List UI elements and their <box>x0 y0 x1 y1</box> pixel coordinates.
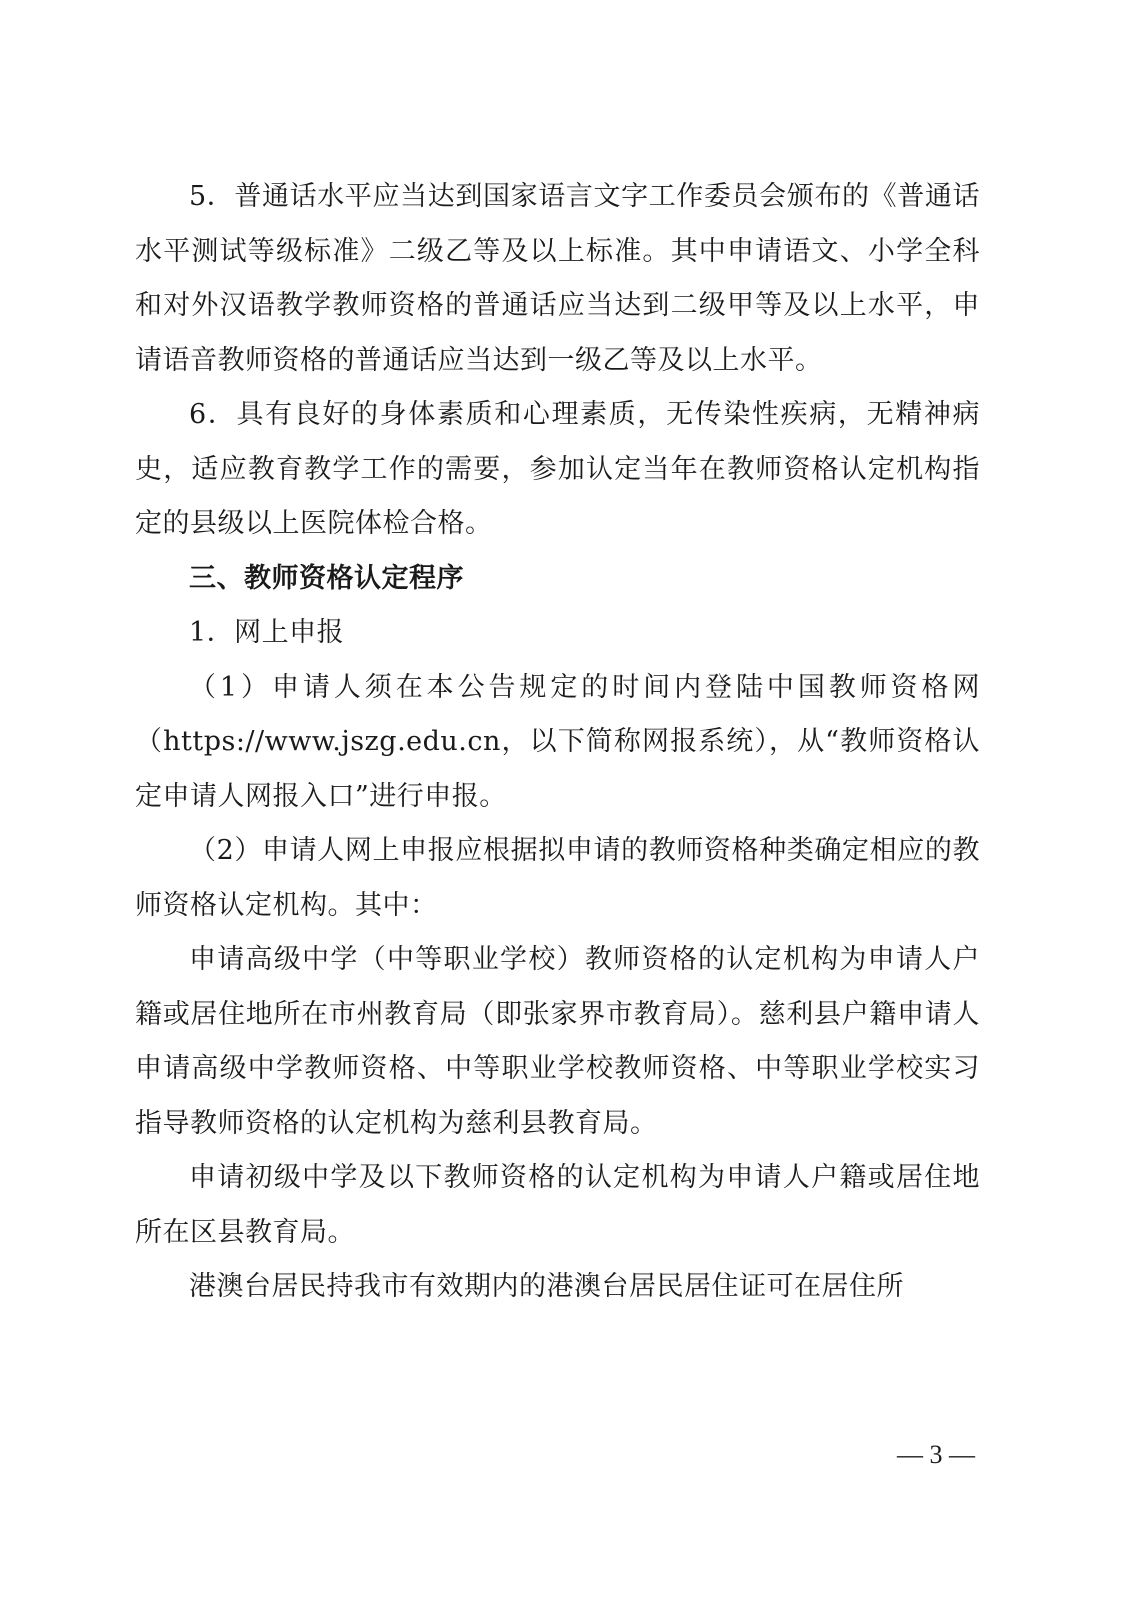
section-heading-procedure: 三、教师资格认定程序 <box>189 562 464 594</box>
paragraph-mandarin-requirement: 5．普通话水平应当达到国家语言文字工作委员会颁布的《普通话水平测试等级标准》二级乙等及以上标准。其中申请语文、小学全科和对外汉语教学教师资格的普通话应当达到二级甲等及以上水平，申请语音教师资格的普通话应当达到一级乙等及以上水平。 <box>135 181 980 376</box>
paragraph-health-requirement: 6．具有良好的身体素质和心理素质，无传染性疾病，无精神病史，适应教育教学工作的需要，参加认定当年在教师资格认定机构指定的县级以上医院体检合格。 <box>135 399 980 539</box>
paragraph-senior-high-authority: 申请高级中学（中等职业学校）教师资格的认定机构为申请人户籍或居住地所在市州教育局（即张家界市教育局）。慈利县户籍申请人申请高级中学教师资格、中等职业学校教师资格、中等职业学校实习指导教师资格的认定机构为慈利县教育局。 <box>135 944 980 1139</box>
page-number: — 3 — <box>897 1440 975 1469</box>
paragraph-junior-high-authority: 申请初级中学及以下教师资格的认定机构为申请人户籍或居住地所在区县教育局。 <box>135 1162 980 1248</box>
document-body <box>135 170 980 1315</box>
paragraph-certification-body: （2）申请人网上申报应根据拟申请的教师资格种类确定相应的教师资格认定机构。其中： <box>135 835 980 921</box>
subheading-online-application: 1．网上申报 <box>189 617 345 648</box>
paragraph-hk-macao-taiwan: 港澳台居民持我市有效期内的港澳台居民居住证可在居住所 <box>189 1271 904 1302</box>
paragraph-online-login: （1）申请人须在本公告规定的时间内登陆中国教师资格网（https://www.jszg.edu.cn，以下简称网报系统），从“教师资格认定申请人网报入口”进行申报。 <box>135 671 980 812</box>
